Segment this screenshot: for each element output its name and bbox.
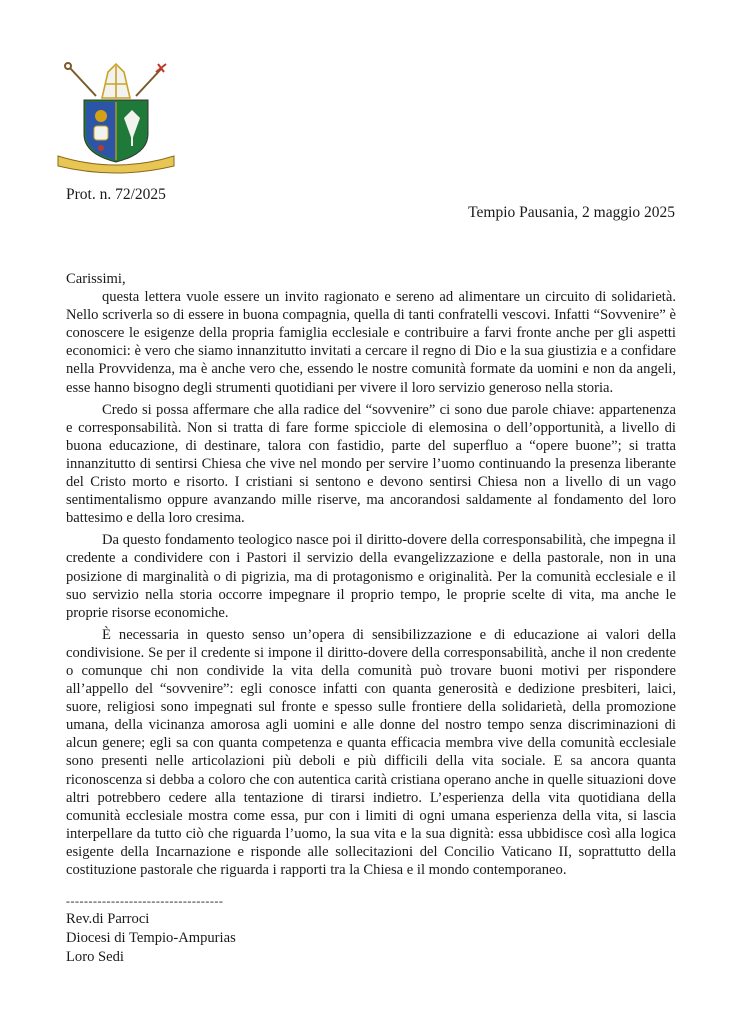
paragraph-1: questa lettera vuole essere un invito ragionato e sereno ad alimentare un circuito di solidarietà. Nello scriverla so di essere in buona compagnia, quella di tanti confratelli vescovi. Infatti “Sovvenire” è conoscere le esigenze della propria famiglia ecclesiale e contribuire a farvi fronte anche per gli aspetti economici: è vero che siamo innanzitutto invitati a cercare il regno di Dio e la sua giustizia e a confidare nella Provvidenza, ma è anche vero che, essendo le nostre comunità formate da uomini e non da angeli, esse hanno bisogno degli strumenti quotidiani per vivere il loro servizio generoso nella storia.	[66, 289, 676, 396]
place-and-date: Tempio Pausania, 2 maggio 2025	[468, 204, 675, 221]
paragraph-4: È necessaria in questo senso un’opera di sensibilizzazione e di educazione ai valori della condivisione. Se per il credente si impone il diritto-dovere della corresponsabilità, anche il non credente o comunque chi non condivide la vita della comunità può trovare buoni motivi per rispondere all’appello del “sovvenire”: egli conosce infatti con quanta generosità e dedizione presbiteri, laici, suore, religiosi sono impegnati sul fronte e spesso sulle frontiere della solidarietà, della promozione umana, della vicinanza amorosa agli uomini e alle donne del nostro tempo senza discriminazioni di alcun genere; egli sa con quanta competenza e quanta efficacia membra vive della comunità ecclesiale sono presenti nelle articolazioni più deboli e più difficili della vita sociale. E sa ancora quanta riconoscenza si debba a coloro che con autentica carità cristiana operano anche in quelle situazioni dove altri potrebbero cedere alla tentazione di tirarsi indietro. L’esperienza della vita quotidiana della comunità ecclesiale mostra come essa, pur con i limiti di ogni umana esperienza della vita, si lascia interpellare da tutto ciò che riguarda l’uomo, la sua vita e la sua dignità: essa ubbidisce così alla logica esigente della Incarnazione e risponde alle sollecitazioni del Concilio Vaticano II, soprattutto della costituzione pastorale che riguarda i rapporti tra la Chiesa e il mondo contemporaneo.	[66, 626, 676, 878]
recipient-line: Diocesi di Tempio-Ampurias	[66, 930, 236, 946]
recipient-line: Loro Sedi	[66, 949, 124, 965]
paragraph-3: Da questo fondamento teologico nasce poi il diritto-dovere della corresponsabilità, che impegna il credente a condividere con i Pastori il servizio della evangelizzazione e della pastorale, non in una posizione di marginalità o di pigrizia, ma di protagonismo e originalità. Per la comunità ecclesiale e il suo servizio nella storia occorre impegnare il proprio tempo, le proprie scelte di vita, ma anche le proprie risorse economiche.	[66, 532, 676, 621]
recipient-line: Rev.di Parroci	[66, 911, 150, 927]
episcopal-coat-of-arms-icon	[50, 58, 182, 176]
letter-body	[66, 270, 676, 883]
recipients-block	[66, 910, 236, 967]
signature-divider: -----------------------------------	[66, 894, 224, 908]
protocol-number: Prot. n. 72/2025	[66, 186, 166, 203]
salutation: Carissimi,	[66, 271, 126, 287]
paragraph-2: Credo si possa affermare che alla radice del “sovvenire” ci sono due parole chiave: appartenenza e corresponsabilità. Non si tratta di fare forme spicciole di elemosina o dell’opportunità, a livello di buona educazione, di destinare, talora con fastidio, parte del superfluo a “opere buone”; si tratta innanzitutto di sentirsi Chiesa che vive nel mondo per servire l’uomo continuando la presenza liberante del Cristo morto e risorto. I cristiani si sentono e devono sentirsi Chiesa non a livello di un vago sentimentalismo oppure avanzando mille riserve, ma ancorandosi saldamente al fondamento del loro battesimo e della loro cresima.	[66, 401, 676, 527]
